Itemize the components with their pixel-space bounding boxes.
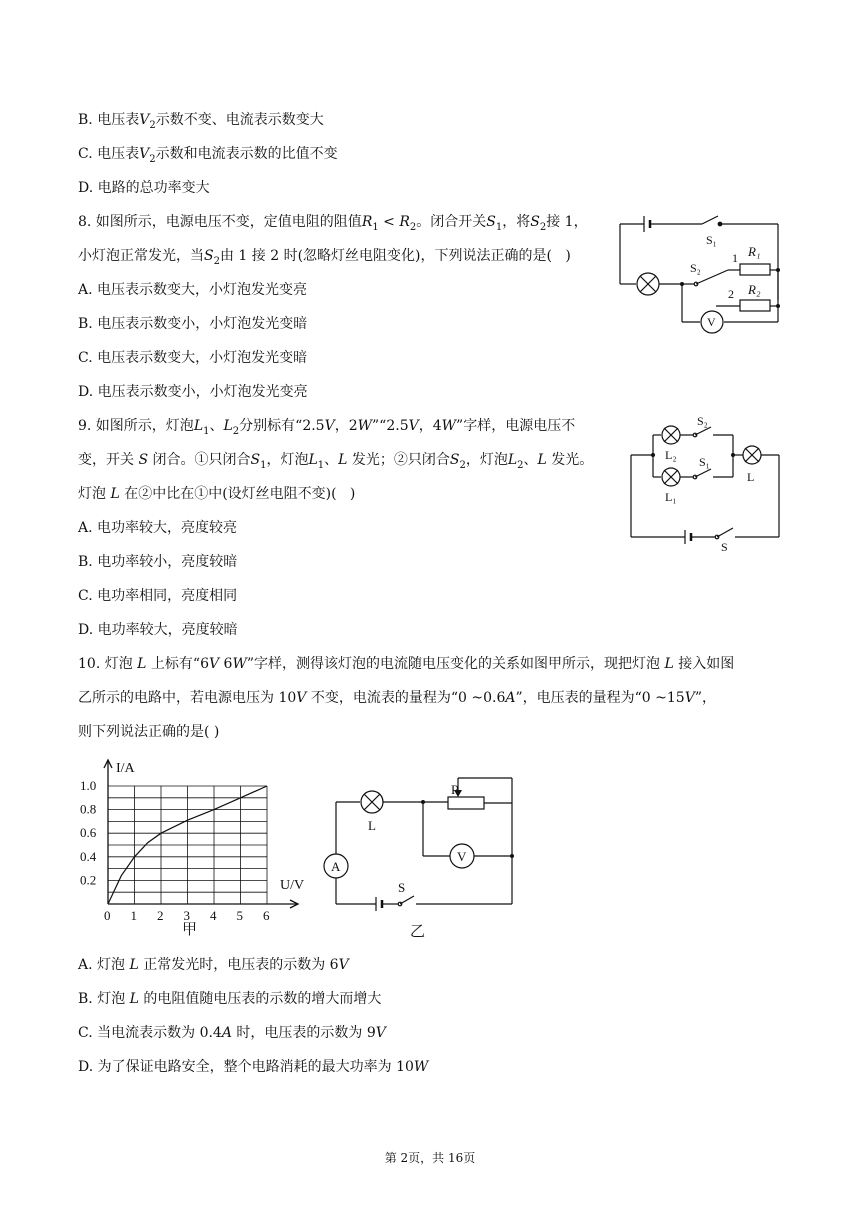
- q8-stem-line1: 8. 如图所示，电源电压不变，定值电阻的阻值$R_1 < R_2$。闭合开关$S_1$，将$S_2$接 1，: [78, 214, 588, 233]
- q9-option-d: D. 电功率较大，亮度较暗: [78, 622, 238, 638]
- q10-option-b: B. 灯泡 L 的电阻值随电压表的示数的增大而增大: [78, 991, 382, 1007]
- q10-fig-s-label: S: [398, 880, 406, 895]
- q8-fig-r1-label: R₁: [748, 244, 761, 259]
- x-tick-label: 3: [183, 908, 190, 923]
- q9-stem-line3: 灯泡 L 在②中比在①中(设灯丝电阻不变)( ): [78, 486, 356, 502]
- q9-fig-s2-label: S₂: [697, 414, 708, 428]
- x-tick-label: 2: [157, 908, 164, 923]
- q9-option-b: B. 电功率较小，亮度较暗: [78, 554, 238, 570]
- q9-option-c: C. 电功率相同，亮度相同: [78, 588, 238, 604]
- q10-option-d: D. 为了保证电路安全，整个电路消耗的最大功率为 10W: [78, 1059, 429, 1075]
- q8-fig-s1-label: S₁: [706, 233, 717, 247]
- q8-option-b: B. 电压表示数变小，小灯泡发光变暗: [78, 316, 308, 332]
- x-tick-label: 0: [104, 908, 111, 923]
- q10-fig-voltmeter-label: V: [457, 849, 467, 864]
- x-tick-label: 4: [210, 908, 217, 923]
- q10-circuit-diagram: [318, 770, 528, 940]
- q9-stem-line1: 9. 如图所示，灯泡$L_1$、$L_2$分别标有“2.5V，2W”“2.5V，4W”字样，电源电压不: [78, 418, 576, 437]
- x-tick-label: 1: [130, 908, 137, 923]
- q8-circuit-diagram: [610, 210, 790, 340]
- q10-option-a: A. 灯泡 L 正常发光时，电压表的示数为 6V: [78, 957, 349, 973]
- y-tick-label: 0.6: [80, 825, 97, 841]
- q8-stem-line2: 小灯泡正常发光，当$S_2$由 1 接 2 时(忽略灯丝电阻变化)，下列说法正确的是( ): [78, 248, 571, 267]
- graph-y-axis-label: I/A: [116, 761, 135, 776]
- q10-fig-r-label: R: [451, 782, 460, 797]
- q7-option-d: D. 电路的总功率变大: [78, 180, 210, 196]
- q10-stem-line3: 则下列说法正确的是( ): [78, 724, 220, 740]
- q8-fig-contact-1: 1: [732, 251, 738, 265]
- q10-stem-line1: 10. 灯泡 L 上标有“6V 6W”字样，测得该灯泡的电流随电压变化的关系如图甲所示，现把灯泡 L 接入如图: [78, 656, 735, 672]
- q9-fig-s1-label: S₁: [699, 455, 710, 469]
- q8-fig-r2-label: R₂: [748, 282, 761, 297]
- x-tick-label: 5: [236, 908, 243, 923]
- q8-fig-contact-2: 2: [728, 287, 734, 301]
- fig-yi-label: 乙: [410, 924, 426, 940]
- q8-option-c: C. 电压表示数变大，小灯泡发光变暗: [78, 350, 308, 366]
- fig-jia-label: 甲: [182, 922, 198, 938]
- q8-fig-voltmeter-label: V: [707, 315, 716, 329]
- q9-fig-l2-label: L₂: [665, 448, 677, 462]
- y-tick-label: 0.2: [80, 872, 97, 888]
- q9-fig-l1-label: L₁: [665, 490, 677, 504]
- q9-fig-l-label: L: [747, 470, 755, 484]
- y-tick-label: 1.0: [80, 778, 97, 793]
- q8-fig-s2-label: S₂: [690, 261, 701, 275]
- y-tick-label: 0.4: [80, 848, 97, 864]
- q10-option-c: C. 当电流表示数为 0.4A 时，电压表的示数为 9V: [78, 1025, 386, 1041]
- q9-stem-line2: 变，开关 S 闭合。①只闭合$S_1$，灯泡$L_1$、L 发光；②只闭合$S_2$，灯泡$L_2$、L 发光。: [78, 452, 594, 471]
- q10-fig-ammeter-label: A: [331, 859, 341, 874]
- q7-option-b: B. 电压表$V_2$示数不变、电流表示数变大: [78, 112, 324, 131]
- q7-option-c: C. 电压表$V_2$示数和电流表示数的比值不变: [78, 146, 338, 165]
- q8-option-d: D. 电压表示数变小，小灯泡发光变亮: [78, 384, 308, 400]
- page-footer: 第 2页，共 16页: [384, 1151, 476, 1165]
- q10-iu-graph: [70, 756, 310, 941]
- x-tick-label: 6: [263, 908, 270, 923]
- q10-stem-line2: 乙所示的电路中，若电源电压为 10V 不变，电流表的量程为“0 ~0.6A”，电压表的量程为“0 ~15V”，: [78, 690, 716, 706]
- graph-x-axis-label: U/V: [280, 878, 305, 893]
- q9-option-a: A. 电功率较大，亮度较亮: [78, 520, 238, 536]
- q9-fig-s-label: S: [721, 540, 728, 554]
- q10-fig-l-label: L: [368, 818, 376, 833]
- y-tick-label: 0.8: [80, 801, 97, 817]
- q9-circuit-diagram: [625, 415, 785, 555]
- q8-option-a: A. 电压表示数变大，小灯泡发光变亮: [78, 282, 308, 298]
